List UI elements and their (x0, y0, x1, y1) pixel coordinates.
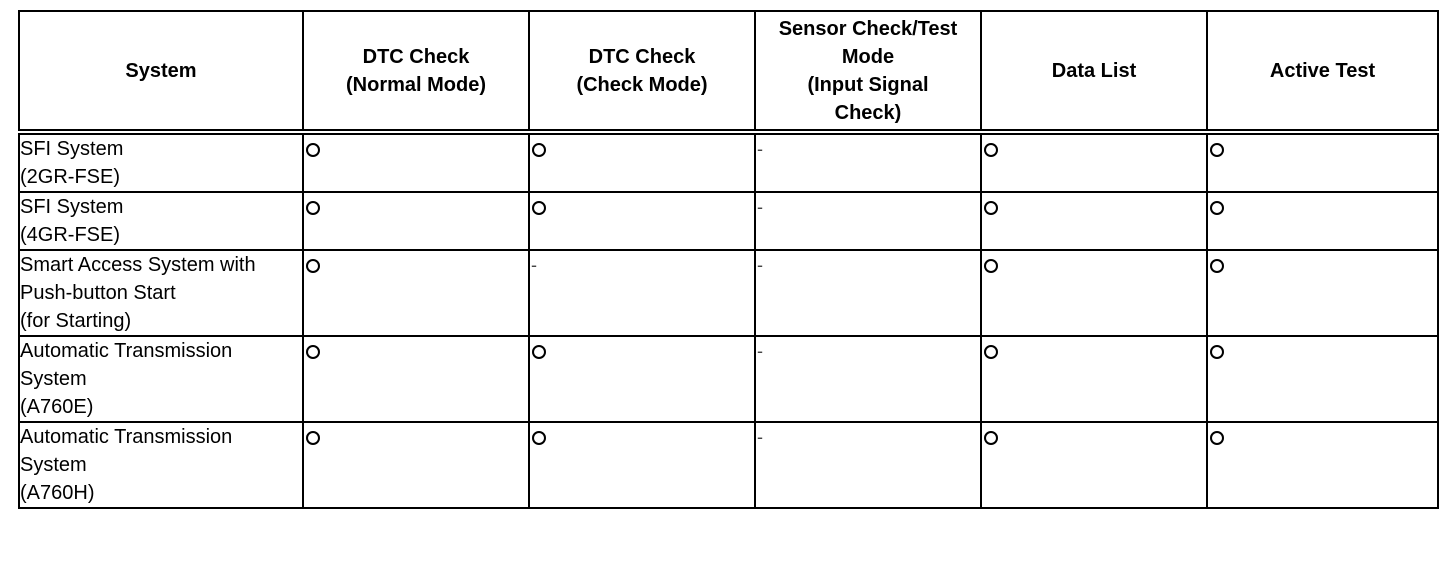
table-header-row (19, 11, 1438, 132)
supported-circle-icon (984, 345, 998, 359)
supported-circle-icon (532, 345, 546, 359)
header-dtc-check-line1: DTC Check (588, 45, 696, 68)
supported-circle-icon (984, 431, 998, 445)
system-name-line: SFI System (20, 138, 124, 160)
system-cell (19, 336, 303, 422)
active-test-cell (1207, 422, 1438, 508)
system-name-line: (A760E) (20, 396, 94, 418)
supported-circle-icon (306, 431, 320, 445)
supported-circle-icon (1210, 201, 1224, 215)
system-name-line: Automatic Transmission (20, 426, 233, 448)
supported-circle-icon (306, 201, 320, 215)
active-test-cell (1207, 132, 1438, 192)
sensor-check-cell (755, 132, 981, 192)
supported-circle-icon (984, 201, 998, 215)
not-supported-dash: - (757, 139, 763, 159)
system-name-line: Push-button Start (20, 282, 176, 304)
not-supported-dash: - (757, 341, 763, 361)
table-row (19, 132, 1438, 192)
supported-circle-icon (306, 259, 320, 273)
supported-circle-icon (306, 345, 320, 359)
diagnostic-function-table (18, 10, 1439, 509)
header-sensor-check-line2: Mode (841, 45, 895, 68)
system-name-line: (4GR-FSE) (20, 224, 120, 246)
header-system (19, 11, 303, 132)
dtc-normal-cell (303, 336, 529, 422)
system-name-line: (A760H) (20, 482, 95, 504)
dtc-check-cell (529, 422, 755, 508)
supported-circle-icon (306, 143, 320, 157)
header-sensor-check-line3: (Input Signal (807, 73, 929, 96)
active-test-cell (1207, 192, 1438, 250)
system-name-line: (for Starting) (20, 310, 132, 332)
supported-circle-icon (984, 143, 998, 157)
dtc-normal-cell (303, 132, 529, 192)
dtc-check-cell (529, 192, 755, 250)
table-row (19, 336, 1438, 422)
system-name-line: Smart Access System with (20, 254, 256, 276)
dtc-check-cell (529, 132, 755, 192)
header-active-test-line: Active Test (1269, 59, 1376, 82)
system-name-line: Automatic Transmission (20, 340, 233, 362)
header-system-line: System (125, 59, 197, 82)
data-list-cell (981, 422, 1207, 508)
header-sensor-check (755, 11, 981, 132)
header-dtc-normal-line1: DTC Check (362, 45, 470, 68)
data-list-cell (981, 250, 1207, 336)
supported-circle-icon (1210, 259, 1224, 273)
header-dtc-normal-line2: (Normal Mode) (346, 73, 486, 96)
system-cell (19, 132, 303, 192)
header-data-list-line: Data List (1051, 59, 1137, 82)
system-name-line: SFI System (20, 196, 124, 218)
system-name-line: System (20, 454, 87, 476)
header-dtc-normal (303, 11, 529, 132)
sensor-check-cell (755, 422, 981, 508)
system-name-line: (2GR-FSE) (20, 166, 120, 188)
dtc-normal-cell (303, 250, 529, 336)
table-body (19, 132, 1438, 508)
supported-circle-icon (532, 143, 546, 157)
supported-circle-icon (984, 259, 998, 273)
supported-circle-icon (532, 201, 546, 215)
dtc-check-cell (529, 336, 755, 422)
not-supported-dash: - (757, 255, 763, 275)
supported-circle-icon (1210, 345, 1224, 359)
header-data-list (981, 11, 1207, 132)
system-cell (19, 422, 303, 508)
system-cell (19, 250, 303, 336)
active-test-cell (1207, 336, 1438, 422)
not-supported-dash: - (531, 255, 537, 275)
sensor-check-cell (755, 250, 981, 336)
data-list-cell (981, 336, 1207, 422)
header-active-test (1207, 11, 1438, 132)
supported-circle-icon (1210, 431, 1224, 445)
system-name-line: System (20, 368, 87, 390)
sensor-check-cell (755, 336, 981, 422)
system-cell (19, 192, 303, 250)
not-supported-dash: - (757, 427, 763, 447)
dtc-normal-cell (303, 192, 529, 250)
data-list-cell (981, 192, 1207, 250)
active-test-cell (1207, 250, 1438, 336)
dtc-check-cell (529, 250, 755, 336)
sensor-check-cell (755, 192, 981, 250)
header-sensor-check-line4: Check) (834, 101, 902, 124)
table-row (19, 192, 1438, 250)
data-list-cell (981, 132, 1207, 192)
header-sensor-check-line1: Sensor Check/Test (778, 17, 958, 40)
header-dtc-check-line2: (Check Mode) (576, 73, 708, 96)
header-dtc-check (529, 11, 755, 132)
table-row (19, 250, 1438, 336)
table-row (19, 422, 1438, 508)
supported-circle-icon (532, 431, 546, 445)
not-supported-dash: - (757, 197, 763, 217)
dtc-normal-cell (303, 422, 529, 508)
supported-circle-icon (1210, 143, 1224, 157)
